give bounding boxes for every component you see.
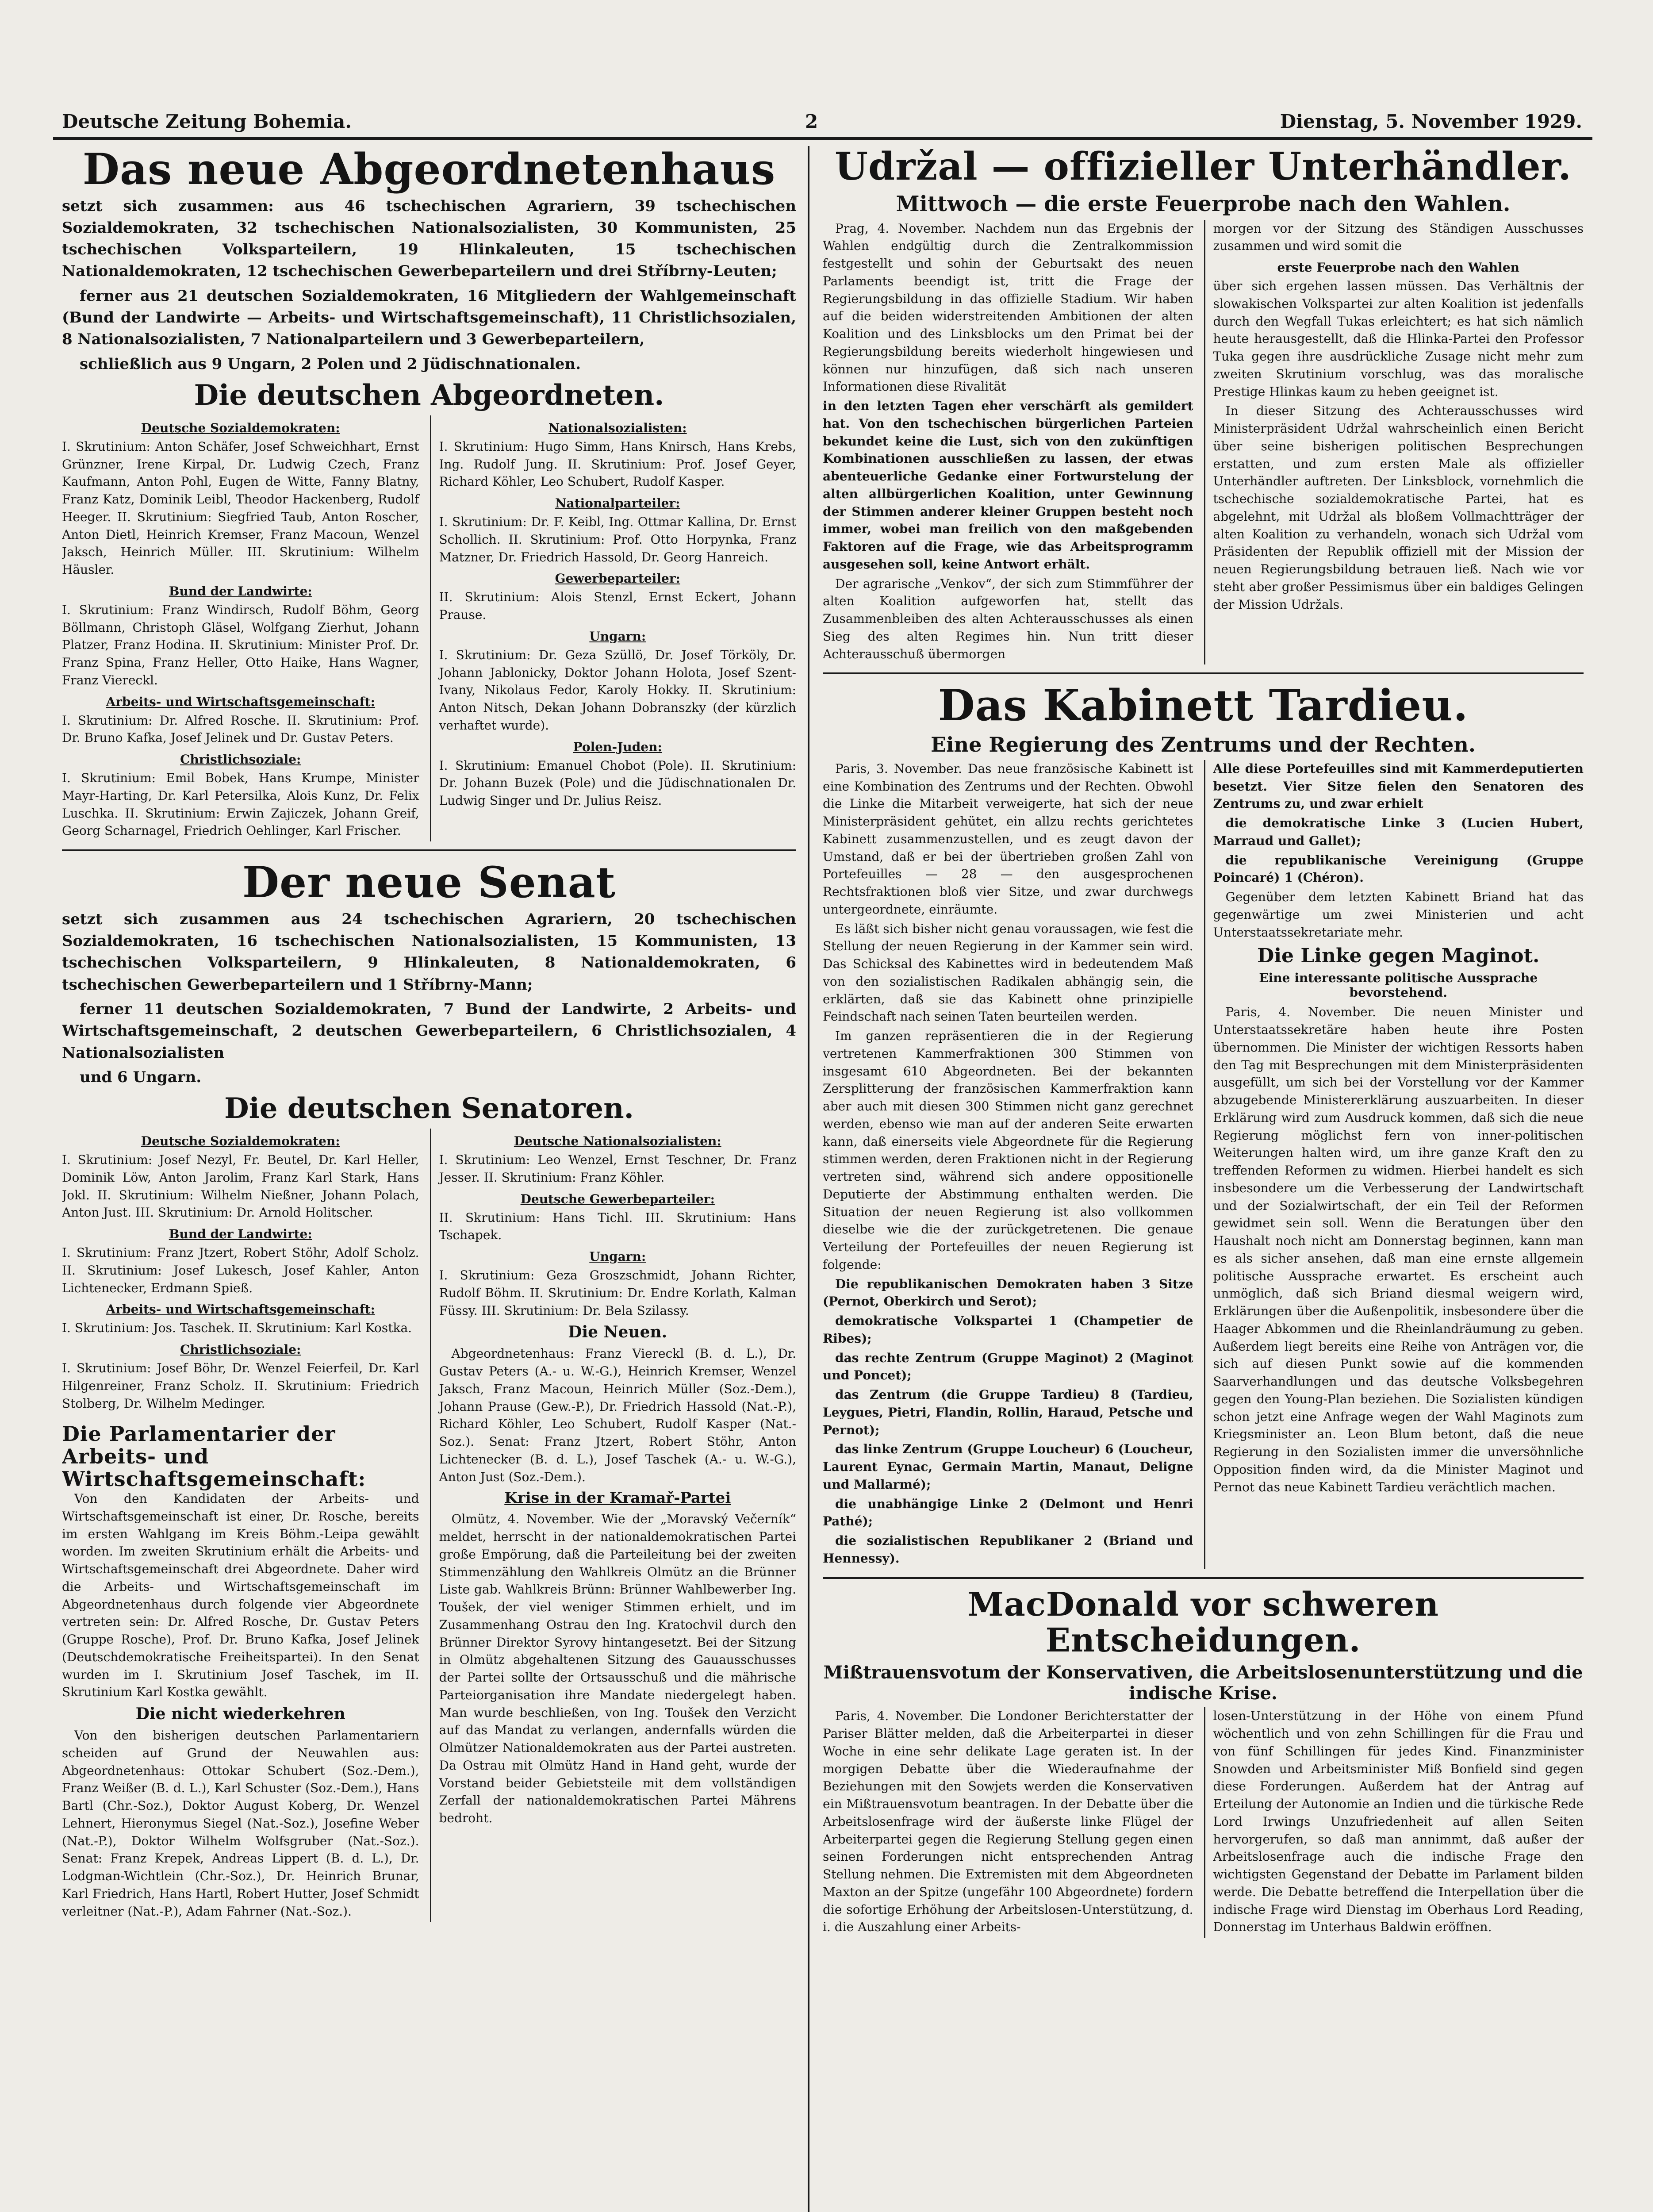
udrzal-col-2 bbox=[1204, 220, 1584, 665]
tardieu-paragraph: Im ganzen repräsentieren die in der Regierung vertretenen Kammerfraktionen 300 Stimmen von insgesamt 610 Abgeordneten. Bei der bekannten Zersplitterung der französischen Kammerfraktion kann aber auch mit diesen 300 Stimmen nicht ganz gerechnet werden, ebenso wie man auf der anderen Seite erwarten kann, daß einerseits viele Abgeordnete für die Regierung stimmen werden, deren Fraktionen nicht in der Regierung vertreten sind, während sich andere oppositionelle Deputierte der Abstimmung enthalten werden. Die Situation der neuen Regierung ist also vollkommen dieselbe wie die der zurückgetretenen. Die genaue Verteilung der Portefeuilles der neuen Regierung ist folgende: bbox=[823, 1029, 1193, 1272]
party-heading: Christlichsoziale: bbox=[180, 1342, 301, 1357]
party-members: I. Skrutinium: Dr. F. Keibl, Ing. Ottmar Kallina, Dr. Ernst Schollich. II. Skrutinium: Prof. Otto Horpynka, Franz Matzner, Dr. Friedrich Hassold, Dr. Georg Hanreich. bbox=[439, 515, 796, 565]
party-members: I. Skrutinium: Franz Windirsch, Rudolf Böhm, Georg Böllmann, Christoph Gläsel, Wolfgang Zierhut, Johann Platzer, Franz Hodina. II. Skrutinium: Minister Prof. Dr. Franz Spina, Franz Heller, Otto Haike, Hans Wagner, Franz Viereckl. bbox=[62, 602, 419, 687]
party-members: I. Skrutinium: Anton Schäfer, Josef Schweichhart, Ernst Grünzner, Irene Kirpal, Dr. Ludwig Czech, Franz Kaufmann, Anton Pohl, Eugen de Witte, Fanny Blatny, Franz Katz, Dominik Leibl, Theodor Hackenberg, Rudolf Heeger. II. Skrutinium: Siegfried Taub, Anton Roscher, Anton Dietl, Heinrich Kremser, Franz Macoun, Wenzel Jaksch, Heinrich Müller. III. Skrutinium: Wilhelm Häusler. bbox=[62, 439, 419, 577]
abg-lead-2: ferner aus 21 deutschen Sozialdemokraten, 16 Mitgliedern der Wahlgemeinschaft (Bund der Landwirte — Arbeits- und Wirtschaftsgemeinschaft), 11 Christlichsozialen, 8 Nationalsozialisten, 7 Nationalparteilern und 3 Gewerbeparteilern, bbox=[62, 287, 796, 349]
udrzal-paragraph: In dieser Sitzung des Achterausschusses wird Ministerpräsident Udržal wahrscheinlich einen Bericht über seine bisherigen politischen Besprechungen erstatten, und zum ersten Male als offizieller Unterhändler auftreten. Der Linksblock, vornehmlich die tschechische sozialdemokratische Partei, hat es abgelehnt, mit Udržal als bloßem Vollmachtträger der alten Koalition zu verhandeln, wonach sich Udržal vom Präsidenten der Republik offiziell mit der Mission der neuen Regierungsbildung betrauen ließ. Nach wie vor steht aber großer Pessimismus über ein baldiges Gelingen der Mission Udržals. bbox=[1213, 403, 1584, 612]
portfolio-item: das Zentrum (die Gruppe Tardieu) 8 (Tardieu, Leygues, Pietri, Flandin, Rollin, Haraud, Petsche und Pernot); bbox=[823, 1387, 1193, 1437]
party-members: I. Skrutinium: Emil Bobek, Hans Krumpe, Minister Mayr-Harting, Dr. Karl Petersilka, Alois Kunz, Dr. Felix Luschka. II. Skrutinium: Erwin Zajiczek, Johann Greif, Georg Scharnagel, Friedrich Oehlinger, Karl Frischer. bbox=[62, 771, 419, 838]
party-heading: Bund der Landwirte: bbox=[169, 584, 312, 599]
krise-text: Olmütz, 4. November. Wie der „Moravský Večerník“ meldet, herrscht in der nationaldemokratischen Partei große Empörung, daß die Parteileitung bei der zweiten Stimmenzählung den Wahlkreis Olmütz an die Brünner Liste gab. Wahlkreis Brünn: Brünner Wahlbewerber Ing. Toušek, der viel weniger Stimmen erhielt, und im Zusammenhang Ostrau den Ing. Kratochvil durch den Brünner Direktor Syrovy hintangesetzt. Bei der Sitzung in Olmütz abgehaltenen Sitzung des Gauausschusses der Partei sollte der Ortsausschuß und die mährische Parteiorganisation ihre Mandate niedergelegt haben. Man wurde beschließen, von Ing. Toušek den Verzicht auf das Mandat zu verlangen, andernfalls würden die Olmützer Nationaldemokraten aus der Partei austreten. Da Ostrau mit Olmütz Hand in Hand geht, wurde der Vorstand beider Gebietsteile mit dem vollständigen Zerfall der nationaldemokratischen Partei Mährens bedroht. bbox=[439, 1512, 796, 1826]
udrzal-headline: Udržal — offizieller Unterhändler. bbox=[834, 146, 1572, 189]
right-column bbox=[823, 146, 1584, 2212]
portfolio-item: die unabhängige Linke 2 (Delmont und Henri Pathé); bbox=[823, 1496, 1193, 1529]
udrzal-subheadline: Mittwoch — die erste Feuerprobe nach den Wahlen. bbox=[896, 191, 1511, 216]
portfolio-item: die sozialistischen Republikaner 2 (Briand und Hennessy). bbox=[823, 1533, 1193, 1566]
party-members: I. Skrutinium: Leo Wenzel, Ernst Teschner, Dr. Franz Jesser. II. Skrutinium: Franz Köhler. bbox=[439, 1152, 796, 1185]
party-members: I. Skrutinium: Dr. Geza Szüllö, Dr. Josef Törköly, Dr. Johann Jablonicky, Doktor Johann Holota, Josef Szent-Ivany, Nikolaus Fedor, Karoly Hokky. II. Skrutinium: Anton Nitsch, Dekan Johann Dobranszky (der kürzlich verhaftet wurde). bbox=[439, 647, 796, 733]
tardieu-col-2 bbox=[1204, 760, 1584, 1569]
senat-lead-1: setzt sich zusammen aus 24 tschechischen Agrariern, 20 tschechischen Sozialdemokraten, 16 tschechischen Nationalsozialisten, 15 Kommunisten, 13 tschechischen Volksparteilern, 9 Hlinkaleuten, 8 Nationaldemokraten, 6 tschechischen Gewerbeparteilern und 1 Stříbrny-Mann; bbox=[62, 910, 796, 994]
parlamentarier-heading: Die Parlamentarier der Arbeits- und Wirtschaftsgemeinschaft: bbox=[62, 1422, 366, 1491]
section-rule bbox=[62, 849, 796, 851]
tardieu-paragraph: Gegenüber dem letzten Kabinett Briand hat das gegenwärtige um zwei Ministerien und acht Unterstaatssekretariate mehr. bbox=[1213, 890, 1584, 940]
party-heading: Polen-Juden: bbox=[573, 739, 662, 754]
die-neuen-heading: Die Neuen. bbox=[568, 1323, 667, 1342]
party-members: I. Skrutinium: Franz Jtzert, Robert Stöhr, Adolf Scholz. II. Skrutinium: Josef Lukesch, Josef Kahler, Anton Lichtenecker, Erdmann Spieß. bbox=[62, 1245, 419, 1295]
macdonald-paragraph: losen-Unterstützung in der Höhe von einem Pfund wöchentlich und von zehn Schillingen für die Frau und von fünf Schillingen für jedes Kind. Finanzminister Snowden und Arbeitsminister Miß Bonfield sind gegen diese Forderungen. Außerdem hat der Antrag auf Erteilung der Autonomie an Indien und die türkische Rede Lord Irwings Unzufriedenheit auf allen Seiten hervorgerufen, so daß man annimmt, daß außer der Arbeitslosenfrage auch die indische Frage den wichtigsten Gegenstand der Debatte im Parlament bilden werde. Die Debatte betreffend die Interpellation über die indische Frage wird Dienstag im Oberhaus Lord Reading, Donnerstag im Unterhaus Baldwin eröffnen. bbox=[1213, 1709, 1584, 1935]
masthead-paper-name: Deutsche Zeitung Bohemia. bbox=[62, 111, 352, 132]
maginot-heading: Die Linke gegen Maginot. bbox=[1257, 945, 1540, 968]
party-heading: Deutsche Nationalsozialisten: bbox=[514, 1134, 721, 1149]
left-column bbox=[62, 146, 796, 2212]
masthead-page-number: 2 bbox=[805, 111, 818, 132]
tardieu-body bbox=[823, 760, 1584, 1569]
tardieu-headline: Das Kabinett Tardieu. bbox=[938, 680, 1469, 731]
senat-headline: Der neue Senat bbox=[242, 857, 616, 908]
udrzal-paragraph: in den letzten Tagen eher verschärft als gemildert hat. Von den tschechischen bürgerlichen Parteien bekundet keine die Lust, sich von den zukünftigen Kombinationen ausschließen zu lassen, der etwas abenteuerliche Gedanke einer Fortwurstelung der alten allbürgerlichen Koalition, unter Gewinnung der Stimmen anderer kleiner Gruppen besteht noch immer, wobei man freilich von den maßgebenden Faktoren auf die Frage, wie das Arbeitsprogramm ausgesehen soll, keine Antwort erhält. bbox=[823, 399, 1193, 572]
party-heading: Nationalparteiler: bbox=[555, 496, 680, 511]
udrzal-paragraph: morgen vor der Sitzung des Ständigen Ausschusses zusammen und wird somit die bbox=[1213, 221, 1584, 253]
abgeordnetenhaus-headline: Das neue Abgeordnetenhaus bbox=[82, 146, 776, 194]
tardieu-paragraph: die republikanische Vereinigung (Gruppe Poincaré) 1 (Chéron). bbox=[1213, 853, 1584, 885]
party-members: I. Skrutinium: Josef Nezyl, Fr. Beutel, Dr. Karl Heller, Dominik Löw, Anton Jarolim, Franz Karl Stark, Hans Jokl. II. Skrutinium: Wilhelm Nießner, Johann Polach, Anton Just. III. Skrutinium: Dr. Arnold Holitscher. bbox=[62, 1152, 419, 1220]
party-heading: Arbeits- und Wirtschaftsgemeinschaft: bbox=[106, 694, 375, 709]
deutsche-senatoren-heading: Die deutschen Senatoren. bbox=[224, 1092, 634, 1125]
abg-lead-3: schließlich aus 9 Ungarn, 2 Polen und 2 Jüdischnationalen. bbox=[80, 355, 581, 373]
nicht-wiederkehren-text: Von den bisherigen deutschen Parlamentariern scheiden auf Grund der Neuwahlen aus: Abgeordnetenhaus: Ottokar Schubert (Soz.-Dem.), Franz Weißer (B. d. L.), Karl Schuster (Soz.-Dem.), Hans Bartl (Chr.-Soz.), Doktor August Koberg, Dr. Wenzel Lehnert, Hieronymus Siegel (Nat.-Soz.), Josefine Weber (Nat.-P.), Doktor Wilhelm Wolfsgruber (Nat.-Soz.). Senat: Franz Krepek, Andreas Lippert (B. d. L.), Dr. Lodgman-Wichtlein (Chr.-Soz.), Dr. Heinrich Brunar, Karl Friedrich, Hans Hartl, Robert Hutter, Josef Schmidt verleitner (Nat.-P.), Adam Fahrner (Nat.-Soz.). bbox=[62, 1728, 419, 1919]
parlamentarier-text: Von den Kandidaten der Arbeits- und Wirtschaftsgemeinschaft ist einer, Dr. Rosche, bereits im ersten Wahlgang im Kreis Böhm.-Leipa gewählt worden. Im zweiten Skrutinium erhält die Arbeits- und Wirtschaftsgemeinschaft drei Abgeordnete. Daher wird die Arbeits- und Wirtschaftsgemeinschaft im Abgeordnetenhaus durch folgende vier Abgeordnete vertreten sein: Dr. Alfred Rosche, Dr. Gustav Peters (Gruppe Rosche), Prof. Dr. Bruno Kafka, Josef Jelinek (Deutschdemokratische Freiheitspartei). In den Senat wurden im I. Skrutinium Josef Taschek, im II. Skrutinium Karl Kostka gewählt. bbox=[62, 1491, 419, 1700]
party-heading: Nationalsozialisten: bbox=[548, 420, 687, 435]
udrzal-body bbox=[823, 220, 1584, 665]
party-members: II. Skrutinium: Alois Stenzl, Ernst Eckert, Johann Prause. bbox=[439, 590, 796, 622]
abg-lead-1: setzt sich zusammen: aus 46 tschechischen Agrariern, 39 tschechischen Sozialdemokraten, 32 tschechischen Nationalsozialisten, 30 Kommunisten, 25 tschechischen Volksparteilern, 19 Hlinkaleuten, 15 tschechischen Nationaldemokraten, 12 tschechischen Gewerbeparteilern und drei Stříbrny-Leuten; bbox=[62, 197, 796, 280]
udrzal-paragraph: über sich ergehen lassen müssen. Das Verhältnis der slowakischen Volkspartei zur alten Koalition ist jedenfalls durch den Wegfall Tukas erleichtert; es hat sich nämlich heute herausgestellt, daß die Hlinka-Partei den Professor Tuka gegen ihre ausdrückliche Zusage nicht mehr zum zweiten Skrutinium vorschlug, was das moralische Prestige Hlinkas kaum zu heben geeignet ist. bbox=[1213, 279, 1584, 399]
party-heading: Arbeits- und Wirtschaftsgemeinschaft: bbox=[106, 1302, 375, 1317]
deutsche-abgeordnete-heading: Die deutschen Abgeordneten. bbox=[194, 378, 664, 412]
udrzal-paragraph: Der agrarische „Venkov“, der sich zum Stimmführer der alten Koalition aufgeworfen hat, stellt das Zusammenbleiben des alten Achterausschusses als einen Sieg des alten Regimes hin. Nun tritt dieser Achterausschuß übermorgen bbox=[823, 576, 1193, 661]
udrzal-caption: erste Feuerprobe nach den Wahlen bbox=[1277, 260, 1520, 275]
macdonald-col-1 bbox=[823, 1707, 1193, 1938]
party-heading: Deutsche Sozialdemokraten: bbox=[141, 1134, 340, 1149]
udrzal-col-1 bbox=[823, 220, 1193, 665]
macdonald-paragraph: Paris, 4. November. Die Londoner Berichterstatter der Pariser Blätter melden, daß die Arbeiterpartei in dieser Woche in eine sehr delikate Lage geraten ist. In der morgigen Debatte über die Wiederaufnahme der Beziehungen mit den Sowjets werden die Konservativen ein Mißtrauensvotum beantragen. In der Debatte über die Arbeitslosenfrage wird der äußerste linke Flügel der Arbeiterpartei gegen die Regierung Stellung gegen einen seinen Forderungen nicht entsprechenden Antrag Stellung nehmen. Die Extremisten mit dem Abgeordneten Maxton an der Spitze (ungefähr 100 Abgeordnete) fordern die sofortige Erhöhung der Arbeitslosen-Unterstützung, d. i. die Auszahlung einer Arbeits- bbox=[823, 1709, 1193, 1935]
party-heading: Ungarn: bbox=[589, 629, 646, 644]
macdonald-headline: MacDonald vor schweren Entscheidungen. bbox=[967, 1585, 1439, 1660]
party-members: I. Skrutinium: Emanuel Chobot (Pole). II. Skrutinium: Dr. Johann Buzek (Pole) und die Jüdischnationalen Dr. Ludwig Singer und Dr. Julius Reisz. bbox=[439, 758, 796, 808]
nicht-wiederkehren-heading: Die nicht wiederkehren bbox=[135, 1705, 345, 1724]
masthead-rule bbox=[53, 137, 1592, 140]
maginot-subheading: Eine interessante politische Aussprache bevorstehend. bbox=[1259, 971, 1538, 1000]
macdonald-col-2 bbox=[1204, 1707, 1584, 1938]
party-heading: Ungarn: bbox=[589, 1249, 646, 1264]
tardieu-paragraph: die demokratische Linke 3 (Lucien Hubert, Marraud und Gallet); bbox=[1213, 816, 1584, 848]
section-rule bbox=[823, 1577, 1584, 1579]
macdonald-body bbox=[823, 1707, 1584, 1938]
column-divider bbox=[808, 146, 809, 2212]
abg-parties bbox=[62, 415, 796, 841]
party-members: I. Skrutinium: Geza Groszschmidt, Johann Richter, Rudolf Böhm. II. Skrutinium: Dr. Endre Korlath, Kalman Füssy. III. Skrutinium: Dr. Bela Szilassy. bbox=[439, 1268, 796, 1318]
abg-parties-col-1 bbox=[62, 415, 419, 841]
tardieu-paragraph: Es läßt sich bisher nicht genau voraussagen, wie fest die Stellung der neuen Regierung in der Kammer sein wird. Das Schicksal des Kabinettes wird in bedeutendem Maß von den sozialistischen Radikalen abhängig sein, die erklärten, daß sie das Kabinett ohne prinzipielle Feindschaft nach seinen Taten beurteilen werden. bbox=[823, 921, 1193, 1024]
maginot-text: Paris, 4. November. Die neuen Minister und Unterstaatssekretäre haben heute ihre Posten übernommen. Die Minister der wichtigen Ressorts haben den Tag mit Besprechungen mit dem Ministerpräsidenten ausgefüllt, um sich bei der Vorstellung vor der Kammer abzugebende Ministererklärung auszuarbeiten. In dieser Erklärung wird zum Ausdruck kommen, daß sich die neue Regierung möglichst fern von inner-politischen Weiterungen halten wird, um ihre ganze Kraft den zu treffenden Reformen zu widmen. Hierbei handelt es sich insbesondere um die Verbesserung der Landwirtschaft und der Sozialwirtschaft, der ein Teil der Reformen gewidmet sein soll. Wenn die Beratungen über den Haushalt noch nicht am Donnerstag beginnen, kann man es als sicher ansehen, daß man eine ernste allgemein politische Aussprache erwartet. Es erscheint auch unmöglich, daß sich Briand diesmal weigern wird, Erklärungen über die Außenpolitik, insbesondere über die Haager Abkommen und die Rheinlandräumung zu geben. Außerdem liegt bereits eine Reihe von Anträgen vor, die sich auf diesen Punkt sowie auf die kommenden Saarverhandlungen und das deutsche Volksbegehren gegen den Young-Plan beziehen. Die Sozialisten kündigen schon jetzt eine Anfrage wegen der Wahl Maginots zum Kriegsminister an. Leon Blum betont, daß die neue Regierung in den Sozialisten immer die unversöhnliche Opposition finden wird, da die Minister Maginot und Pernot das neue Kabinett Tardieu verächtlich machen. bbox=[1213, 1005, 1584, 1494]
masthead-date: Dienstag, 5. November 1929. bbox=[1280, 111, 1582, 132]
party-heading: Bund der Landwirte: bbox=[169, 1227, 312, 1242]
portfolio-item: demokratische Volkspartei 1 (Champetier de Ribes); bbox=[823, 1313, 1193, 1346]
senat-parties-col-2 bbox=[430, 1129, 797, 1922]
party-members: II. Skrutinium: Hans Tichl. III. Skrutinium: Hans Tschapek. bbox=[439, 1210, 796, 1243]
tardieu-subheadline: Eine Regierung des Zentrums und der Rechten. bbox=[931, 732, 1476, 757]
portfolio-item: Die republikanischen Demokraten haben 3 Sitze (Pernot, Oberkirch und Serot); bbox=[823, 1276, 1193, 1309]
krise-heading: Krise in der Kramař-Partei bbox=[504, 1489, 731, 1507]
party-members: I. Skrutinium: Jos. Taschek. II. Skrutinium: Karl Kostka. bbox=[62, 1321, 412, 1336]
abg-parties-col-2 bbox=[430, 415, 797, 841]
tardieu-col-1 bbox=[823, 760, 1193, 1569]
party-heading: Deutsche Gewerbeparteiler: bbox=[520, 1191, 715, 1206]
party-heading: Deutsche Sozialdemokraten: bbox=[141, 420, 340, 435]
senat-parties-col-1 bbox=[62, 1129, 419, 1922]
die-neuen-text: Abgeordnetenhaus: Franz Viereckl (B. d. L.), Dr. Gustav Peters (A.- u. W.-G.), Heinrich Kremser, Wenzel Jaksch, Franz Macoun, Heinrich Müller (Soz.-Dem.), Johann Prause (Gew.-P.), Dr. Friedrich Hassold (Nat.-P.), Richard Köhler, Leo Schubert, Rudolf Kasper (Nat.-Soz.). Senat: Franz Jtzert, Robert Stöhr, Anton Lichtenecker (B. d. L.), Josef Taschek (A.- u. W.-G.), Anton Just (Soz.-Dem.). bbox=[439, 1346, 796, 1484]
tardieu-paragraph: Paris, 3. November. Das neue französische Kabinett ist eine Kombination des Zentrums und der Rechten. Obwohl die Linke die Mitarbeit verweigerte, hat sich der neue Ministerpräsident gehütet, ein allzu rechts gerichtetes Kabinett zusammenzustellen, und es zeugt davon der Umstand, daß er bei der übertrieben großen Zahl von Portefeuilles — 28 — den ausgesprochenen Rechtsfraktionen bloß vier Sitze, und zwar durchwegs untergeordnete, einräumte. bbox=[823, 761, 1193, 917]
party-members: I. Skrutinium: Josef Böhr, Dr. Wenzel Feierfeil, Dr. Karl Hilgenreiner, Franz Scholz. II. Skrutinium: Friedrich Stolberg, Dr. Wilhelm Medinger. bbox=[62, 1361, 419, 1411]
portfolio-item: das linke Zentrum (Gruppe Loucheur) 6 (Loucheur, Laurent Eynac, Germain Martin, Manaut, Deligne und Mallarmé); bbox=[823, 1442, 1193, 1492]
macdonald-subheadline: Mißtrauensvotum der Konservativen, die Arbeitslosenunterstützung und die indische Krise. bbox=[823, 1662, 1583, 1704]
tardieu-paragraph: Alle diese Portefeuilles sind mit Kammerdeputierten besetzt. Vier Sitze fielen den Senatoren des Zentrums zu, und zwar erhielt bbox=[1213, 761, 1584, 811]
party-heading: Gewerbeparteiler: bbox=[555, 571, 680, 586]
party-heading: Christlichsoziale: bbox=[180, 752, 301, 767]
portfolio-item: das rechte Zentrum (Gruppe Maginot) 2 (Maginot und Poncet); bbox=[823, 1350, 1193, 1383]
senat-lead-3: und 6 Ungarn. bbox=[80, 1068, 202, 1086]
udrzal-paragraph: Prag, 4. November. Nachdem nun das Ergebnis der Wahlen endgültig durch die Zentralkommission festgestellt und sohin der Geburtsakt des neuen Parlaments beendigt ist, tritt die Frage der Regierungsbildung in das offizielle Stadium. Wir haben auf die beiden widerstreitenden Ambitionen der alten Koalition und des Linksblocks um den Primat bei der Regierungsbildung bereits wiederholt hingewiesen und können nur hinzufügen, daß sich nach unseren Informationen diese Rivalität bbox=[823, 221, 1193, 394]
senat-lead-2: ferner 11 deutschen Sozialdemokraten, 7 Bund der Landwirte, 2 Arbeits- und Wirtschaftsgemeinschaft, 2 deutschen Gewerbeparteilern, 6 Christlichsozialen, 4 Nationalsozialisten bbox=[62, 1000, 796, 1062]
party-members: I. Skrutinium: Dr. Alfred Rosche. II. Skrutinium: Prof. Dr. Bruno Kafka, Josef Jelinek und Dr. Gustav Peters. bbox=[62, 713, 419, 745]
senat-parties bbox=[62, 1129, 796, 1922]
section-rule bbox=[823, 672, 1584, 674]
party-members: I. Skrutinium: Hugo Simm, Hans Knirsch, Hans Krebs, Ing. Rudolf Jung. II. Skrutinium: Prof. Josef Geyer, Richard Köhler, Leo Schubert, Rudolf Kasper. bbox=[439, 439, 796, 489]
